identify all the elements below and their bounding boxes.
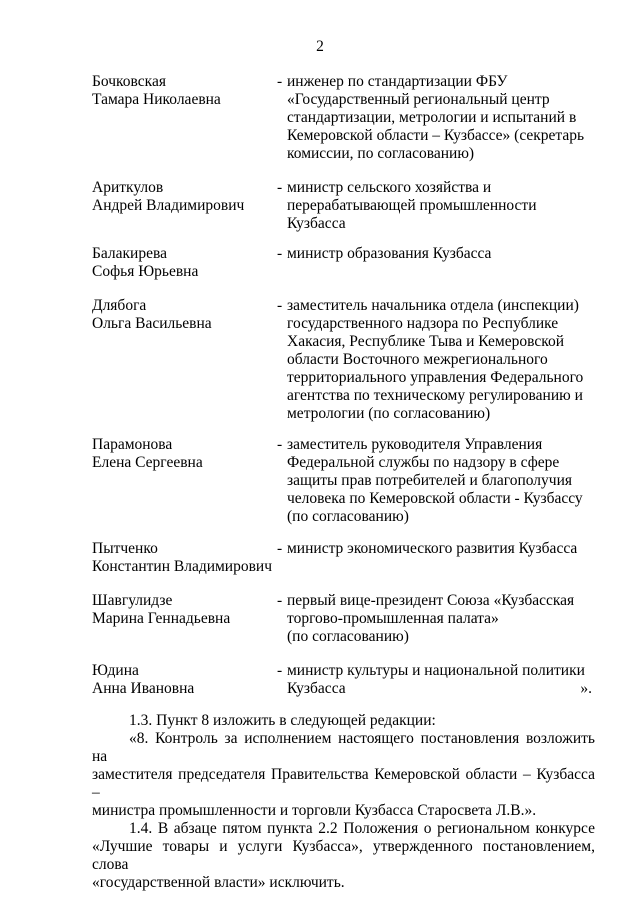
role-line: заместитель руководителя Управления bbox=[287, 436, 543, 453]
member-role bbox=[287, 297, 592, 423]
member-surname: Ариткулов bbox=[92, 179, 164, 196]
member-role bbox=[287, 179, 592, 233]
role-line: метрологии (по согласованию) bbox=[287, 405, 491, 422]
paragraph-line: «8. Контроль за исполнением настоящего постановления возложить на bbox=[92, 730, 595, 765]
member-given-names: Марина Геннадьевна bbox=[92, 610, 231, 627]
role-line: государственного надзора по Республике bbox=[287, 315, 559, 332]
role-line: торгово-промышленная палата» bbox=[287, 610, 499, 627]
role-line: Кемеровской области – Кузбассе» (секретарь bbox=[287, 127, 585, 144]
member-surname: Юдина bbox=[92, 662, 139, 679]
role-line: защиты прав потребителей и благополучия bbox=[287, 472, 573, 489]
page-number: 2 bbox=[316, 38, 324, 55]
member-surname: Длябога bbox=[92, 297, 147, 314]
role-line: человека по Кемеровской области - Кузбассу bbox=[287, 490, 583, 507]
member-name bbox=[92, 179, 277, 215]
member-given-names: Софья Юрьевна bbox=[92, 263, 199, 280]
member-role bbox=[287, 592, 592, 646]
role-line: «Государственный региональный центр bbox=[287, 91, 550, 108]
paragraph-line: министра промышленности и торговли Кузбасса Старосвета Л.В.». bbox=[92, 802, 537, 819]
role-line: стандартизации, метрологии и испытаний в bbox=[287, 109, 577, 126]
role-line: министр сельского хозяйства и bbox=[287, 179, 492, 196]
member-surname: Балакирева bbox=[92, 245, 167, 262]
role-line: заместитель начальника отдела (инспекции) bbox=[287, 297, 579, 314]
dash-separator: - bbox=[277, 179, 283, 196]
paragraph-line: 1.3. Пункт 8 изложить в следующей редакции: bbox=[129, 712, 436, 729]
paragraph-line: «государственной власти» исключить. bbox=[92, 874, 345, 891]
role-line: комиссии, по согласованию) bbox=[287, 145, 475, 162]
member-name bbox=[92, 436, 277, 472]
dash-separator: - bbox=[277, 245, 283, 262]
role-line: агентства по техническому регулированию и bbox=[287, 387, 583, 404]
member-name bbox=[92, 592, 277, 628]
role-line: инженер по стандартизации ФБУ bbox=[287, 73, 508, 90]
member-role bbox=[287, 73, 592, 163]
role-line: перерабатывающей промышленности bbox=[287, 197, 537, 214]
dash-separator: - bbox=[277, 662, 283, 679]
paragraph-line: «Лучшие товары и услуги Кузбасса», утвержденного постановлением, слова bbox=[92, 838, 595, 873]
paragraph bbox=[92, 820, 595, 892]
role-line: министр образования Кузбасса bbox=[287, 245, 492, 262]
role-line: первый вице-президент Союза «Кузбасская bbox=[287, 592, 575, 609]
member-name bbox=[92, 297, 277, 333]
member-surname: Пытченко bbox=[92, 540, 158, 557]
paragraph-line: заместителя председателя Правительства Кемеровской области – Кузбасса – bbox=[92, 766, 595, 801]
role-line: (по согласованию) bbox=[287, 508, 409, 525]
member-role bbox=[287, 436, 592, 526]
role-line: территориального управления Федерального bbox=[287, 369, 584, 386]
member-given-names: Тамара Николаевна bbox=[92, 91, 221, 108]
paragraph bbox=[92, 712, 595, 730]
member-surname: Парамонова bbox=[92, 436, 173, 453]
dash-separator: - bbox=[277, 297, 283, 314]
role-line: министр экономического развития Кузбасса bbox=[287, 540, 578, 557]
member-role bbox=[287, 245, 592, 263]
paragraph bbox=[92, 730, 595, 820]
member-name bbox=[92, 540, 277, 576]
member-given-names: Елена Сергеевна bbox=[92, 454, 203, 471]
dash-separator: - bbox=[277, 592, 283, 609]
role-line: Кузбасса bbox=[287, 215, 346, 232]
member-name bbox=[92, 245, 277, 281]
dash-separator: - bbox=[277, 73, 283, 90]
role-line: Хакасия, Республике Тыва и Кемеровской bbox=[287, 333, 564, 350]
role-line: (по согласованию) bbox=[287, 628, 409, 645]
member-given-names: Андрей Владимирович bbox=[92, 197, 245, 214]
closing-quote: ». bbox=[580, 680, 592, 697]
role-line: министр культуры и национальной политики bbox=[287, 662, 585, 679]
member-name bbox=[92, 73, 277, 109]
role-line: Федеральной службы по надзору в сфере bbox=[287, 454, 560, 471]
member-given-names: Константин Владимирович bbox=[92, 558, 273, 575]
role-line: области Восточного межрегионального bbox=[287, 351, 548, 368]
role-line: Кузбасса bbox=[287, 680, 346, 697]
member-given-names: Ольга Васильевна bbox=[92, 315, 212, 332]
member-surname: Бочковская bbox=[92, 73, 166, 90]
dash-separator: - bbox=[277, 540, 283, 557]
member-role bbox=[287, 662, 592, 698]
member-role bbox=[287, 540, 592, 558]
member-given-names: Анна Ивановна bbox=[92, 680, 195, 697]
paragraph-line: 1.4. В абзаце пятом пункта 2.2 Положения о региональном конкурсе bbox=[129, 820, 595, 837]
member-name bbox=[92, 662, 277, 698]
dash-separator: - bbox=[277, 436, 283, 453]
amendment-text bbox=[92, 712, 595, 892]
member-surname: Шавгулидзе bbox=[92, 592, 173, 609]
